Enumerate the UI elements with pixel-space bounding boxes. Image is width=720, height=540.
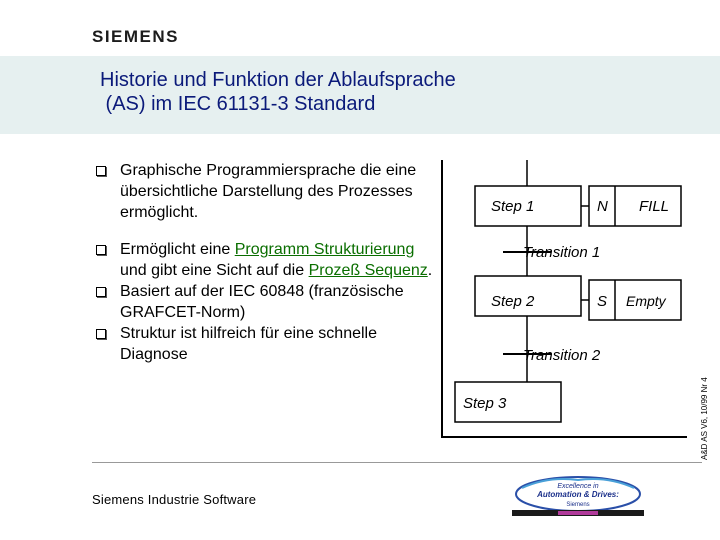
badge-line1: Excellence in	[557, 483, 599, 490]
badge-line3: Siemens	[566, 502, 590, 508]
bullet-list	[96, 160, 436, 365]
action1-name: FILL	[639, 198, 670, 215]
square-bullet-icon	[96, 329, 106, 339]
siemens-logo: SIEMENS	[92, 27, 180, 46]
bullet-item	[96, 239, 436, 281]
bullet-text	[120, 241, 432, 279]
bullet-text: Basiert auf der IEC 60848 (französische GRAFCET-Norm)	[120, 283, 404, 321]
bullet-text-part: Ermöglicht eine	[120, 241, 235, 258]
page-title: Historie und Funktion der Ablaufsprache (AS) im IEC 61131-3 Standard	[100, 69, 456, 115]
transition2-label: Transition 2	[523, 347, 601, 364]
action2-qualifier: S	[597, 293, 608, 310]
badge-line2: Automation & Drives:	[537, 490, 619, 499]
prozess-sequenz-link[interactable]: Prozeß Sequenz	[308, 262, 428, 279]
badge-bar-accent	[558, 511, 598, 515]
automation-drives-logo-icon	[508, 474, 648, 518]
transition1-label: Transition 1	[523, 244, 601, 261]
sfc-diagram	[443, 160, 687, 436]
step1-label: Step 1	[491, 198, 535, 215]
bullet-text: Graphische Programmiersprache die eine übersichtliche Darstellung des Prozesses ermöglicht.	[120, 162, 417, 221]
square-bullet-icon	[96, 245, 106, 255]
square-bullet-icon	[96, 166, 106, 176]
step2-label: Step 2	[491, 293, 535, 310]
action2-name: Empty	[626, 293, 666, 309]
bullet-text-part: .	[427, 262, 433, 279]
sfc-diagram-panel	[441, 160, 687, 438]
step3-label: Step 3	[463, 395, 507, 412]
footer-divider	[92, 462, 702, 463]
square-bullet-icon	[96, 287, 106, 297]
bullet-item	[96, 323, 436, 365]
programm-strukturierung-link[interactable]: Programm Strukturierung	[234, 241, 415, 258]
bullet-text: Struktur ist hilfreich für eine schnelle Diagnose	[120, 325, 377, 363]
action1-qualifier: N	[597, 198, 608, 215]
vertical-note: A&D AS V6, 10/99 Nr 4	[700, 377, 709, 460]
footer-company: Siemens Industrie Software	[92, 492, 257, 507]
bullet-item	[96, 160, 436, 223]
bullet-item	[96, 281, 436, 323]
bullet-text-part: und gibt eine Sicht auf die	[120, 262, 309, 279]
